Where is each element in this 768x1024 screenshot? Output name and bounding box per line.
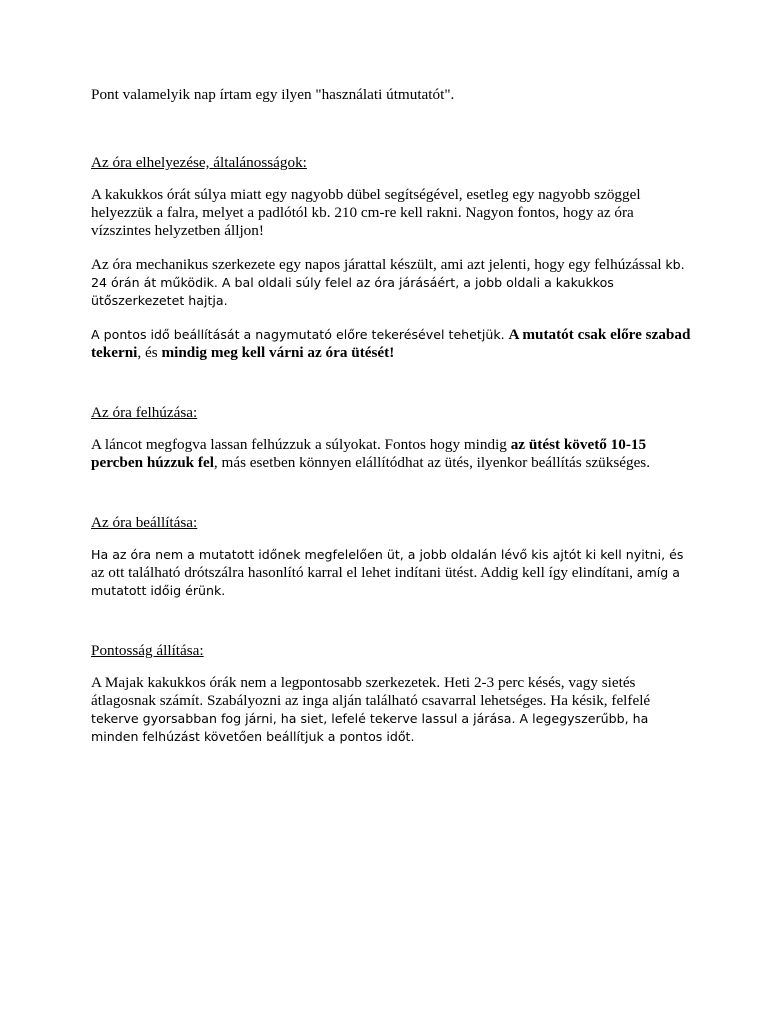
section-heading-placement: Az óra elhelyezése, általánosságok: xyxy=(91,154,307,171)
paragraph-winding-part2: , más esetben könnyen elállítódhat az ütés, ilyenkor beállítás szükséges. xyxy=(213,454,651,471)
paragraph-time-setting xyxy=(91,326,691,362)
paragraph-winding xyxy=(91,436,691,472)
paragraph-adjustment xyxy=(91,546,691,600)
paragraph-mechanism-part2: kb. 24 órán át működik. A bal oldali súly felel az óra járásáért, a jobb oldali a kakukkos ütőszerkezetet hajtja. xyxy=(91,257,685,308)
paragraph-time-setting-part2: , és xyxy=(137,344,158,361)
paragraph-mechanism xyxy=(91,256,691,310)
paragraph-adjustment-part3: amíg a mutatott időig érünk. xyxy=(91,565,680,598)
paragraph-winding-part1: A láncot megfogva lassan felhúzzuk a súlyokat. Fontos hogy mindig xyxy=(91,436,507,453)
paragraph-mechanism-part1: Az óra mechanikus szerkezete egy napos járattal készült, ami azt jelenti, hogy egy felhúzással xyxy=(91,256,662,273)
paragraph-adjustment-part2: az ott található drótszálra hasonlító karral el lehet indítani ütést. Addig kell így elindítani, xyxy=(91,564,633,581)
paragraph-accuracy-part2: tekerve gyorsabban fog járni, ha siet, lefelé tekerve lassul a járása. A legegyszerűbb, ha minden felhúzást követően beállítjuk a pontos időt. xyxy=(91,711,649,744)
paragraph-accuracy-part1: A Majak kakukkos órák nem a legpontosabb szerkezetek. Heti 2-3 perc késés, vagy sietés átlagosnak számít. Szabályozni az inga alján található csavarral lehetséges. Ha késik, felfelé xyxy=(91,674,651,709)
paragraph-placement: A kakukkos órát súlya miatt egy nagyobb dübel segítségével, esetleg egy nagyobb szöggel helyezzük a falra, melyet a padlótól kb. 210 cm-re kell rakni. Nagyon fontos, hogy az óra vízszintes helyzetben álljon! xyxy=(91,186,641,239)
paragraph-time-setting-bold2: mindig meg kell várni az óra ütését! xyxy=(161,344,395,361)
paragraph-adjustment-part1: Ha az óra nem a mutatott időnek megfelelően üt, a jobb oldalán lévő kis ajtót ki kell nyitni, és xyxy=(91,547,684,562)
paragraph-winding-bold: az ütést követő 10-15 percben húzzuk fel xyxy=(91,436,647,471)
section-heading-adjustment: Az óra beállítása: xyxy=(91,514,198,531)
section-heading-accuracy: Pontosság állítása: xyxy=(91,642,204,659)
paragraph-time-setting-bold1: A mutatót csak előre szabad tekerni xyxy=(91,326,691,361)
intro-text: Pont valamelyik nap írtam egy ilyen "használati útmutatót". xyxy=(91,86,455,103)
paragraph-time-setting-part1: A pontos idő beállítását a nagymutató előre tekerésével tehetjük. xyxy=(91,327,505,342)
paragraph-accuracy xyxy=(91,674,691,746)
section-heading-winding: Az óra felhúzása: xyxy=(91,404,198,421)
document-page xyxy=(91,86,691,762)
